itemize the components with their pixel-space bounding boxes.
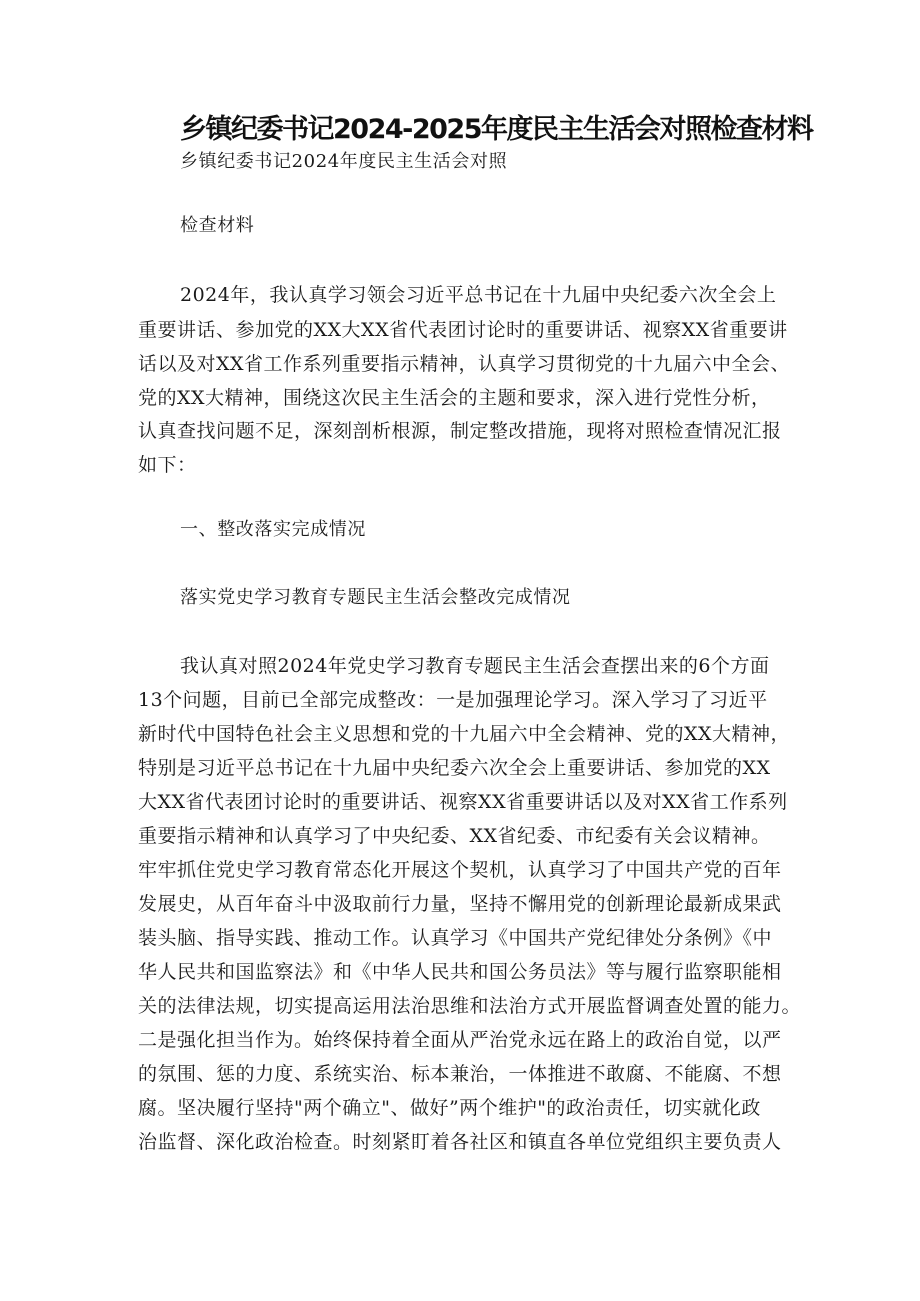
paragraph-line: 新时代中国特色社会主义思想和党的十九届六中全会精神、党的XX大精神， [138, 723, 791, 745]
paragraph-line: 治监督、深化政治检查。时刻紧盯着各社区和镇直各单位党组织主要负责人 [138, 1131, 782, 1153]
paragraph-line: 13个问题，目前已全部完成整改：一是加强理论学习。深入学习了习近平 [138, 689, 768, 711]
paragraph-line: 大XX省代表团讨论时的重要讲话、视察XX省重要讲话以及对XX省工作系列 [138, 791, 788, 813]
section-subheading: 落实党史学习教育专题民主生活会整改完成情况 [180, 587, 571, 608]
paragraph-line: 重要指示精神和认真学习了中央纪委、XX省纪委、市纪委有关会议精神。 [138, 825, 771, 847]
paragraph-line: 话以及对XX省工作系列重要指示精神，认真学习贯彻党的十九届六中全会、 [138, 353, 791, 375]
paragraph-line: 华人民共和国监察法》和《中华人民共和国公务员法》等与履行监察职能相 [138, 961, 782, 983]
paragraph-line: 的氛围、惩的力度、系统实治、标本兼治，一体推进不敢腐、不能腐、不想 [138, 1063, 782, 1085]
paragraph-line: 2024年，我认真学习领会习近平总书记在十九届中央纪委六次全会上 [180, 284, 777, 306]
paragraph-line: 关的法律法规，切实提高运用法治思维和法治方式开展监督调查处置的能力。 [138, 995, 802, 1017]
paragraph-line: 重要讲话、参加党的XX大XX省代表团讨论时的重要讲话、视察XX省重要讲 [138, 319, 788, 341]
paragraph-line: 装头脑、指导实践、推动工作。认真学习《中国共产党纪律处分条例》《中 [138, 927, 773, 949]
document-title: 乡镇纪委书记2024-2025年度民主生活会对照检查材料 [180, 114, 813, 145]
section-heading: 一、整改落实完成情况 [180, 519, 366, 540]
paragraph-line: 特别是习近平总书记在十九届中央纪委六次全会上重要讲话、参加党的XX [138, 757, 771, 779]
paragraph-line: 牢牢抓住党史学习教育常态化开展这个契机，认真学习了中国共产党的百年 [138, 859, 782, 881]
paragraph-line: 腐。坚决履行坚持"两个确立"、做好”两个维护"的政治责任，切实就化政 [138, 1097, 761, 1119]
document-subtitle: 乡镇纪委书记2024年度民主生活会对照 [180, 151, 508, 172]
paragraph-line: 发展史，从百年奋斗中汲取前行力量，坚持不懈用党的创新理论最新成果武 [138, 893, 782, 915]
paragraph-line: 我认真对照2024年党史学习教育专题民主生活会查摆出来的6个方面 [180, 655, 770, 677]
paragraph-line: 认真查找问题不足，深刻剖析根源，制定整改措施，现将对照检查情况汇报 [138, 420, 782, 442]
paragraph-line: 如下： [138, 454, 197, 476]
paragraph-line: 二是强化担当作为。始终保持着全面从严治党永远在路上的政治自觉，以严 [138, 1029, 782, 1051]
document-subtitle-continuation: 检查材料 [180, 215, 255, 236]
paragraph-line: 党的XX大精神，围绕这次民主生活会的主题和要求，深入进行党性分析， [138, 387, 771, 409]
